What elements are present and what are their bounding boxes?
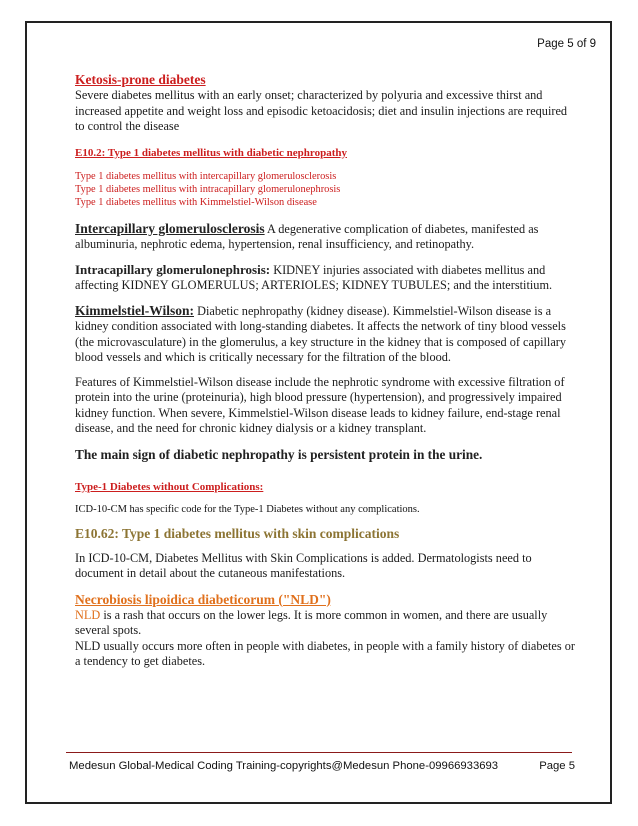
- intracapillary-text: KIDNEY injuries associated with diabetes mellitus and affecting KIDNEY GLOMERULUS; ARTERIOLES; KIDNEY TUBULES; and the interstitium.: [75, 262, 553, 292]
- e10-62-text: In ICD-10-CM, Diabetes Mellitus with Skin Complications is added. Dermatologists need to document in detail about the cutaneous manifestations.: [75, 550, 532, 580]
- footer: [69, 760, 575, 772]
- footer-divider: [66, 752, 572, 753]
- intracapillary-term: Intracapillary glomerulonephrosis:: [75, 261, 271, 277]
- nld-title: Necrobiosis lipoidica diabeticorum ("NLD"): [75, 591, 331, 607]
- e10-2-line-1: Type 1 diabetes mellitus with intercapillary glomerulosclerosis: [75, 170, 337, 182]
- e10-2-heading: E10.2: Type 1 diabetes mellitus with diabetic nephropathy: [75, 146, 347, 159]
- footer-left: Medesun Global-Medical Coding Training-copyrights@Medesun Phone-09966933693: [69, 760, 499, 772]
- type1-without-text: ICD-10-CM has specific code for the Type-1 Diabetes without any complications.: [75, 503, 420, 515]
- features-paragraph: Features of Kimmelstiel-Wilson disease include the nephrotic syndrome with excessive filtration of protein into the urine (proteinuria), high blood pressure (hypertension), and progressively impaired kidney function. When severe, Kimmelstiel-Wilson disease leads to kidney failure, end-stage renal disease, and the need for chronic kidney dialysis or a kidney transplant.: [75, 374, 565, 435]
- kimmelstiel-term: Kimmelstiel-Wilson:: [75, 302, 194, 318]
- page-number-header: Page 5 of 9: [537, 38, 596, 50]
- footer-page-number: Page 5: [539, 760, 575, 772]
- e10-62-heading: E10.62: Type 1 diabetes mellitus with skin complications: [75, 525, 400, 541]
- nld-text-1: is a rash that occurs on the lower legs. It is more common in women, and there are usually several spots.: [75, 607, 548, 637]
- kimmelstiel-text: Diabetic nephropathy (kidney disease). Kimmelstiel-Wilson disease is a kidney condition associated with long-standing diabetes. It affects the network of tiny blood vessels (the microvasculature) in the glomerulus, a key structure in the kidney that is composed of capillary blood vessels and which is critically necessary for the filtration of the blood.: [75, 303, 567, 364]
- ketosis-title: Ketosis-prone diabetes: [75, 72, 206, 87]
- nld-abbr: NLD: [75, 607, 101, 622]
- e10-2-line-3: Type 1 diabetes mellitus with Kimmelstiel-Wilson disease: [75, 196, 317, 208]
- intercapillary-paragraph: [75, 221, 575, 253]
- nld-paragraph-1: [75, 608, 575, 639]
- page-content: [75, 72, 575, 670]
- kimmelstiel-paragraph: [75, 303, 575, 366]
- type1-without-heading: Type-1 Diabetes without Complications:: [75, 480, 264, 493]
- e10-2-line-2: Type 1 diabetes mellitus with intracapillary glomerulonephrosis: [75, 183, 341, 195]
- intracapillary-paragraph: [75, 262, 575, 294]
- intercapillary-text: A degenerative complication of diabetes, manifested as albuminuria, nephrotic edema, hypertension, renal insufficiency, and retinopathy.: [75, 221, 539, 251]
- intercapillary-term: Intercapillary glomerulosclerosis: [75, 220, 265, 236]
- main-sign-statement: The main sign of diabetic nephropathy is persistent protein in the urine.: [75, 446, 483, 462]
- nld-paragraph-2: NLD usually occurs more often in people with diabetes, in people with a family history of diabetes or a tendency to get diabetes.: [75, 638, 575, 668]
- ketosis-text: Severe diabetes mellitus with an early onset; characterized by polyuria and excessive thirst and increased appetite and weight loss and episodic ketoacidosis; diet and insulin injections are required to control the disease: [75, 88, 568, 133]
